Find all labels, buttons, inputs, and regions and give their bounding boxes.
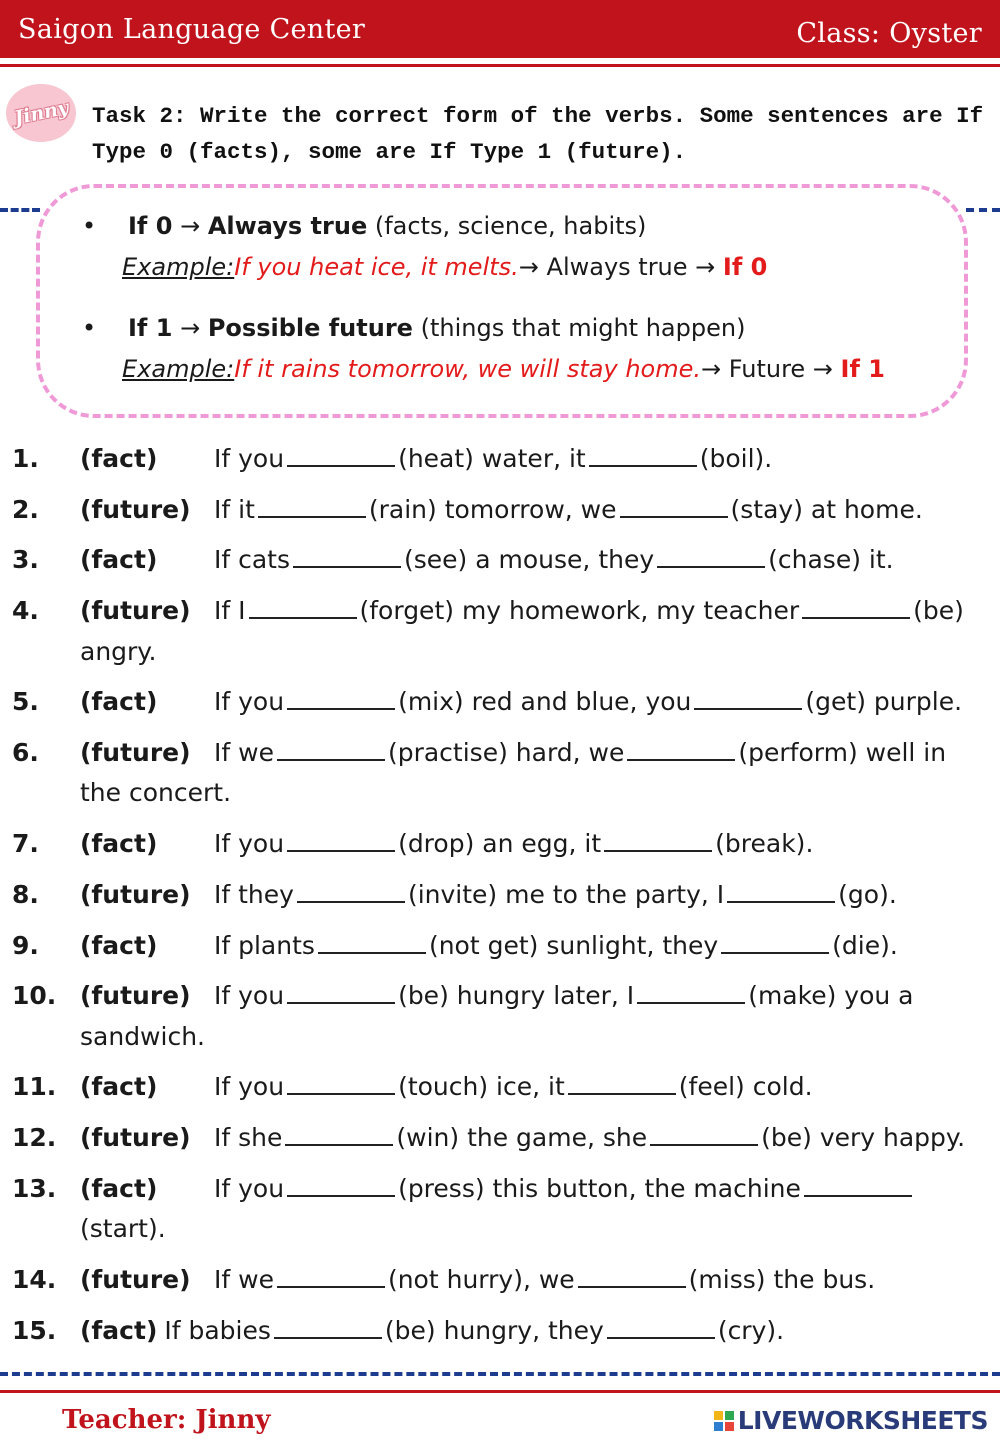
question-category: (future) bbox=[80, 981, 191, 1011]
question-text-start: If you bbox=[214, 444, 285, 473]
question-text-end: (miss) the bus. bbox=[688, 1264, 876, 1294]
question-category: (fact) bbox=[80, 1173, 158, 1203]
class-label: Class: Oyster bbox=[796, 18, 982, 49]
answer-blank-1[interactable] bbox=[318, 926, 426, 954]
question-category: (future) bbox=[80, 879, 191, 909]
question-text-start: If we bbox=[214, 1264, 274, 1294]
liveworksheets-logo bbox=[714, 1406, 988, 1435]
answer-blank-1[interactable] bbox=[297, 875, 405, 903]
liveworksheets-text: LIVEWORKSHEETS bbox=[737, 1406, 988, 1435]
question-text-end: (stay) at home. bbox=[730, 494, 923, 524]
answer-blank-1[interactable] bbox=[293, 540, 401, 568]
answer-blank-2[interactable] bbox=[637, 976, 745, 1004]
question-number: 3. bbox=[12, 545, 39, 575]
question-text-end: (go). bbox=[838, 879, 897, 909]
question-category: (fact) bbox=[80, 1072, 158, 1102]
example-tag: If 1 bbox=[840, 355, 885, 383]
answer-blank-1[interactable] bbox=[287, 1067, 395, 1095]
example-result: → Always true → bbox=[518, 253, 716, 281]
question-text-end: (die). bbox=[832, 930, 898, 960]
rule-name: If 1 bbox=[128, 314, 173, 342]
question-item bbox=[0, 591, 1000, 672]
liveworksheets-grid-icon bbox=[714, 1411, 734, 1431]
question-text-start: If you bbox=[214, 829, 285, 859]
answer-blank-2[interactable] bbox=[620, 490, 728, 518]
answer-blank-1[interactable] bbox=[287, 682, 395, 710]
teacher-name: Teacher: Jinny bbox=[62, 1405, 271, 1435]
rule-name: If 0 bbox=[128, 212, 173, 240]
example-tag: If 0 bbox=[722, 253, 768, 281]
question-text-middle: (be) hungry later, I bbox=[398, 981, 635, 1011]
question-body bbox=[80, 1260, 990, 1301]
answer-blank-1[interactable] bbox=[258, 490, 366, 518]
rule-detail: (things that might happen) bbox=[420, 314, 746, 342]
rule-meaning: Always true bbox=[207, 212, 368, 240]
example-text: If you heat ice, it melts. bbox=[234, 253, 519, 281]
question-body bbox=[80, 976, 990, 1057]
question-text-end: (perform) well in the concert. bbox=[80, 737, 947, 808]
question-body bbox=[80, 1118, 990, 1159]
question-category: (fact) bbox=[80, 1315, 158, 1345]
question-item bbox=[0, 976, 1000, 1057]
question-text-start: If it bbox=[214, 494, 255, 524]
answer-blank-1[interactable] bbox=[287, 1169, 395, 1197]
question-number: 12. bbox=[12, 1123, 57, 1153]
question-text-end: (be) angry. bbox=[80, 596, 964, 666]
question-text-start: If you bbox=[214, 687, 285, 717]
question-body bbox=[80, 1067, 990, 1108]
question-body bbox=[80, 591, 990, 672]
question-text-start: If you bbox=[214, 981, 285, 1011]
answer-blank-2[interactable] bbox=[627, 733, 735, 761]
right-dash-line bbox=[966, 208, 1000, 212]
question-category: (fact) bbox=[80, 687, 158, 717]
question-body bbox=[80, 490, 990, 531]
question-number: 5. bbox=[12, 687, 39, 717]
question-number: 13. bbox=[12, 1173, 57, 1203]
question-body bbox=[80, 540, 990, 581]
question-body bbox=[80, 1169, 990, 1250]
question-text-middle: (rain) tomorrow, we bbox=[368, 494, 617, 524]
footer-divider bbox=[0, 1390, 1000, 1393]
question-text-start: If I bbox=[214, 596, 246, 626]
question-category: (fact) bbox=[80, 930, 158, 960]
answer-blank-2[interactable] bbox=[727, 875, 835, 903]
question-text-end: (start). bbox=[80, 1214, 166, 1244]
question-text-end: (get) purple. bbox=[805, 687, 963, 717]
question-item bbox=[0, 875, 1000, 916]
answer-blank-2[interactable] bbox=[589, 439, 697, 467]
answer-blank-1[interactable] bbox=[277, 733, 385, 761]
answer-blank-1[interactable] bbox=[274, 1311, 382, 1339]
question-number: 4. bbox=[12, 596, 39, 626]
question-category: (future) bbox=[80, 1264, 191, 1294]
question-text-middle: (practise) hard, we bbox=[387, 737, 625, 767]
question-category: (future) bbox=[80, 596, 191, 626]
answer-blank-2[interactable] bbox=[804, 1169, 912, 1197]
question-item bbox=[0, 1169, 1000, 1250]
question-text-middle: (heat) water, it bbox=[398, 444, 586, 473]
question-item bbox=[0, 1118, 1000, 1159]
question-text-middle: (invite) me to the party, I bbox=[407, 879, 725, 909]
answer-blank-2[interactable] bbox=[657, 540, 765, 568]
question-text-middle: (not hurry), we bbox=[387, 1264, 575, 1294]
bottom-dash-line bbox=[0, 1372, 1000, 1376]
question-text-middle: (not get) sunlight, they bbox=[428, 930, 719, 960]
answer-blank-2[interactable] bbox=[604, 824, 712, 852]
bullet-icon: • bbox=[82, 212, 97, 240]
question-text-start: If plants bbox=[214, 930, 315, 960]
question-category: (fact) bbox=[80, 829, 158, 859]
question-item bbox=[0, 1311, 1000, 1352]
question-body bbox=[80, 733, 990, 814]
answer-blank-1[interactable] bbox=[287, 824, 395, 852]
question-number: 7. bbox=[12, 829, 39, 859]
answer-blank-2[interactable] bbox=[578, 1260, 686, 1288]
question-number: 8. bbox=[12, 879, 39, 909]
question-text-end: (make) you a sandwich. bbox=[80, 981, 914, 1051]
question-text-end: (chase) it. bbox=[768, 545, 894, 575]
answer-blank-2[interactable] bbox=[650, 1118, 758, 1146]
logo-text: Jinny bbox=[11, 96, 71, 130]
question-category: (future) bbox=[80, 494, 191, 524]
bullet-icon: • bbox=[82, 314, 97, 342]
example-result: → Future → bbox=[701, 355, 833, 383]
question-category: (fact) bbox=[80, 545, 158, 575]
arrow-icon: → bbox=[180, 314, 201, 342]
question-item bbox=[0, 490, 1000, 531]
question-body bbox=[80, 439, 990, 480]
question-body bbox=[80, 875, 990, 916]
answer-blank-2[interactable] bbox=[568, 1067, 676, 1095]
question-item bbox=[0, 733, 1000, 814]
example-label: Example: bbox=[122, 253, 235, 281]
question-item bbox=[0, 540, 1000, 581]
question-text-middle: (win) the game, she bbox=[396, 1123, 648, 1153]
question-item bbox=[0, 682, 1000, 723]
question-number: 9. bbox=[12, 930, 39, 960]
question-text-start: If she bbox=[214, 1123, 283, 1153]
question-text-middle: (drop) an egg, it bbox=[398, 829, 602, 859]
question-item bbox=[0, 824, 1000, 865]
question-category: (future) bbox=[80, 737, 191, 767]
question-text-end: (break). bbox=[715, 829, 814, 859]
answer-blank-1[interactable] bbox=[287, 439, 395, 467]
question-item bbox=[0, 926, 1000, 967]
question-text-end: (feel) cold. bbox=[678, 1072, 813, 1102]
question-text-middle: (forget) my homework, my teacher bbox=[359, 596, 800, 626]
example-if0 bbox=[122, 253, 767, 281]
question-text-middle: (touch) ice, it bbox=[398, 1072, 565, 1102]
question-item bbox=[0, 439, 1000, 480]
example-text: If it rains tomorrow, we will stay home. bbox=[234, 355, 701, 383]
question-text-end: (be) very happy. bbox=[761, 1123, 966, 1153]
question-number: 15. bbox=[12, 1315, 57, 1345]
rule-detail: (facts, science, habits) bbox=[374, 212, 647, 240]
answer-blank-1[interactable] bbox=[287, 976, 395, 1004]
answer-blank-1[interactable] bbox=[285, 1118, 393, 1146]
question-text-start: If babies bbox=[164, 1315, 271, 1345]
question-category: (future) bbox=[80, 1123, 191, 1153]
question-text-middle: (mix) red and blue, you bbox=[398, 687, 692, 717]
question-text-start: If we bbox=[214, 737, 274, 767]
question-text-middle: (press) this button, the machine bbox=[398, 1173, 801, 1203]
rule-meaning: Possible future bbox=[207, 314, 413, 342]
answer-blank-1[interactable] bbox=[277, 1260, 385, 1288]
answer-blank-1[interactable] bbox=[249, 591, 357, 619]
question-number: 14. bbox=[12, 1264, 57, 1294]
question-item bbox=[0, 1067, 1000, 1108]
question-category: (fact) bbox=[80, 444, 158, 473]
question-text-start: If you bbox=[214, 1173, 285, 1203]
task-instructions: Task 2: Write the correct form of the verbs. Some sentences are If Type 0 (facts), some are If Type 1 (future). bbox=[92, 103, 984, 165]
rule-if1 bbox=[82, 314, 745, 342]
question-body bbox=[80, 682, 990, 723]
answer-blank-2[interactable] bbox=[802, 591, 910, 619]
question-body bbox=[80, 926, 990, 967]
question-body bbox=[80, 1311, 990, 1352]
question-number: 6. bbox=[12, 737, 39, 767]
question-body bbox=[80, 824, 990, 865]
question-number: 2. bbox=[12, 494, 39, 524]
header-bar bbox=[0, 0, 1000, 58]
question-text-start: If they bbox=[214, 879, 294, 909]
answer-blank-2[interactable] bbox=[721, 926, 829, 954]
question-text-start: If cats bbox=[214, 545, 291, 575]
example-if1 bbox=[122, 355, 885, 383]
question-number: 1. bbox=[12, 444, 39, 473]
answer-blank-2[interactable] bbox=[607, 1311, 715, 1339]
question-item bbox=[0, 1260, 1000, 1301]
question-text-middle: (see) a mouse, they bbox=[404, 545, 655, 575]
question-text-end: (cry). bbox=[717, 1315, 785, 1345]
question-text-end: (boil). bbox=[699, 444, 773, 473]
example-label: Example: bbox=[122, 355, 235, 383]
question-number: 10. bbox=[12, 981, 57, 1011]
rule-if0 bbox=[82, 212, 646, 240]
center-name: Saigon Language Center bbox=[18, 14, 366, 45]
question-list bbox=[0, 439, 1000, 1361]
answer-blank-2[interactable] bbox=[694, 682, 802, 710]
left-dash-line bbox=[0, 208, 40, 212]
question-number: 11. bbox=[12, 1072, 57, 1102]
question-text-start: If you bbox=[214, 1072, 285, 1102]
header-divider bbox=[0, 64, 1000, 67]
arrow-icon: → bbox=[180, 212, 201, 240]
question-text-middle: (be) hungry, they bbox=[384, 1315, 604, 1345]
jinny-logo bbox=[6, 84, 76, 142]
